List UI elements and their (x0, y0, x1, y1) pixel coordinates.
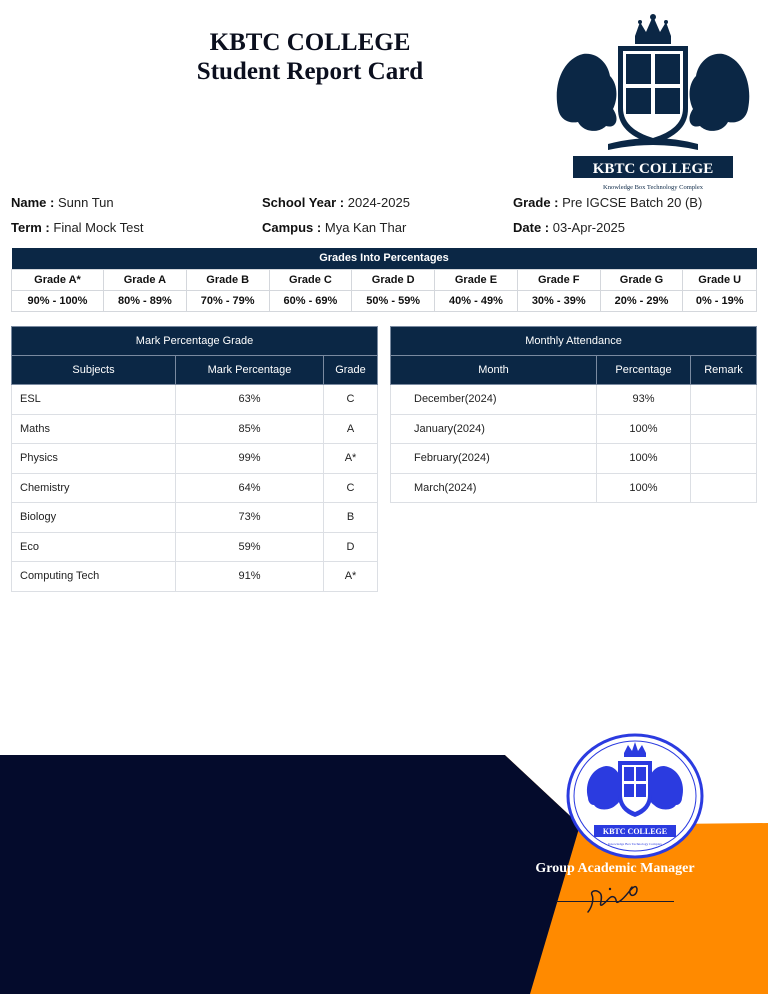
grade-name: Grade A* (12, 269, 104, 290)
attendance-header-percentage: Percentage (597, 356, 691, 385)
grade-range: 80% - 89% (104, 290, 187, 311)
grade-name: Grade E (435, 269, 518, 290)
signatory-title: Group Academic Manager (535, 861, 695, 876)
footer-navy (0, 755, 580, 994)
student-name: Name : Sunn Tun (11, 195, 114, 210)
grade-range: 30% - 39% (517, 290, 600, 311)
attendance-table (390, 326, 757, 503)
marks-header-percentage: Mark Percentage (176, 356, 324, 385)
seal-text: KBTC COLLEGE (602, 827, 668, 836)
grade-name: Grade F (517, 269, 600, 290)
grade-range: 50% - 59% (352, 290, 435, 311)
grade-range: 60% - 69% (269, 290, 352, 311)
table-row: Maths 85% A (12, 414, 378, 444)
report-date: Date : 03-Apr-2025 (513, 220, 626, 235)
grade-names-row (12, 269, 757, 290)
seal-tagline: Knowledge Box Technology Complex (608, 842, 662, 846)
grade-name: Grade C (269, 269, 352, 290)
grade-name: Grade B (186, 269, 269, 290)
marks-header-grade: Grade (324, 356, 378, 385)
grade-name: Grade D (352, 269, 435, 290)
attendance-header-remark: Remark (691, 356, 757, 385)
table-row: March(2024) 100% (391, 473, 757, 503)
logo-tagline: Knowledge Box Technology Complex (603, 184, 703, 191)
table-row: January(2024) 100% (391, 414, 757, 444)
table-row: Physics 99% A* (12, 444, 378, 474)
attendance-header-month: Month (391, 356, 597, 385)
grade-range: 20% - 29% (600, 290, 683, 311)
table-row: Computing Tech 91% A* (12, 562, 378, 592)
school-year: School Year : 2024-2025 (262, 195, 410, 210)
grade-range: 40% - 49% (435, 290, 518, 311)
table-row: Biology 73% B (12, 503, 378, 533)
table-row: Eco 59% D (12, 532, 378, 562)
grade-range: 0% - 19% (683, 290, 757, 311)
grade-name: Grade U (683, 269, 757, 290)
signature (580, 877, 680, 917)
signature-line (556, 901, 674, 902)
attendance-title: Monthly Attendance (391, 327, 757, 356)
college-seal (566, 733, 704, 859)
campus: Campus : Mya Kan Thar (262, 220, 407, 235)
marks-title: Mark Percentage Grade (12, 327, 378, 356)
term: Term : Final Mock Test (11, 220, 144, 235)
table-row: February(2024) 100% (391, 444, 757, 474)
report-title (150, 28, 470, 86)
grade-range: 70% - 79% (186, 290, 269, 311)
grade-name: Grade G (600, 269, 683, 290)
table-row: ESL 63% C (12, 385, 378, 415)
table-row: December(2024) 93% (391, 385, 757, 415)
student-grade: Grade : Pre IGCSE Batch 20 (B) (513, 195, 703, 210)
grade-name: Grade A (104, 269, 187, 290)
marks-header-subjects: Subjects (12, 356, 176, 385)
college-name: KBTC COLLEGE (209, 29, 411, 56)
grade-scale-table (11, 248, 757, 312)
marks-table (11, 326, 378, 592)
college-logo (548, 14, 758, 194)
grade-scale-title: Grades Into Percentages (12, 248, 757, 269)
report-subtitle: Student Report Card (196, 58, 424, 85)
grade-ranges-row (12, 290, 757, 311)
table-row: Chemistry 64% C (12, 473, 378, 503)
logo-text: KBTC COLLEGE (592, 161, 714, 177)
grade-range: 90% - 100% (12, 290, 104, 311)
